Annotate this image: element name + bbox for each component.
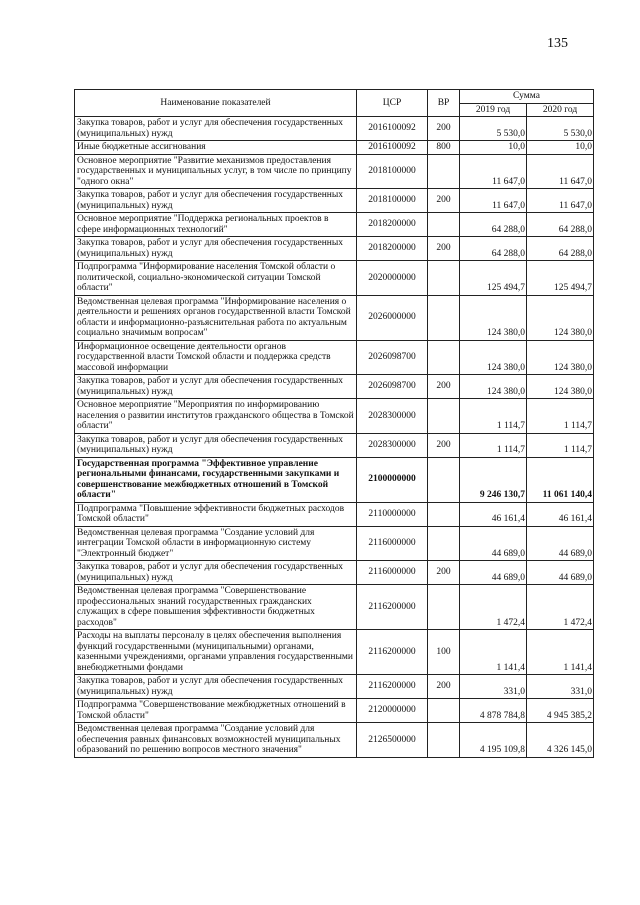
table-row — [75, 237, 594, 261]
row-vr — [428, 295, 460, 340]
row-value-2019: 1 114,7 — [460, 433, 527, 457]
budget-table — [74, 89, 594, 758]
row-value-2020: 124 380,0 — [527, 295, 594, 340]
row-name: Расходы на выплаты персоналу в целях обеспечения выполнения функций государственными (муниципальными) органами, казенными учреждениями, органами управления государственными внебюджетными фондами — [75, 630, 357, 675]
row-name: Закупка товаров, работ и услуг для обеспечения государственных (муниципальных) нужд — [75, 237, 357, 261]
row-value-2019: 125 494,7 — [460, 261, 527, 296]
row-csr: 2100000000 — [357, 457, 428, 502]
row-value-2019: 5 530,0 — [460, 117, 527, 141]
row-vr: 800 — [428, 141, 460, 155]
row-csr: 2016100092 — [357, 141, 428, 155]
row-name: Государственная программа "Эффективное управление региональными финансами, государственными закупками и совершенствование межбюджетных отношений в Томской области" — [75, 457, 357, 502]
row-value-2019: 124 380,0 — [460, 340, 527, 375]
row-csr: 2116200000 — [357, 675, 428, 699]
row-vr: 200 — [428, 117, 460, 141]
row-value-2020: 46 161,4 — [527, 502, 594, 526]
header-2020: 2020 год — [527, 103, 594, 117]
table-row — [75, 502, 594, 526]
row-vr: 200 — [428, 675, 460, 699]
row-name: Закупка товаров, работ и услуг для обеспечения государственных (муниципальных) нужд — [75, 433, 357, 457]
row-value-2019: 124 380,0 — [460, 295, 527, 340]
row-name: Закупка товаров, работ и услуг для обеспечения государственных (муниципальных) нужд — [75, 561, 357, 585]
row-csr: 2116200000 — [357, 585, 428, 630]
row-csr: 2028300000 — [357, 433, 428, 457]
row-name: Закупка товаров, работ и услуг для обеспечения государственных (муниципальных) нужд — [75, 675, 357, 699]
row-csr: 2018100000 — [357, 154, 428, 189]
row-csr: 2116200000 — [357, 630, 428, 675]
row-csr: 2026098700 — [357, 375, 428, 399]
row-value-2019: 64 288,0 — [460, 213, 527, 237]
row-name: Подпрограмма "Совершенствование межбюджетных отношений в Томской области" — [75, 699, 357, 723]
row-name: Ведомственная целевая программа "Создание условий для обеспечения равных финансовых возможностей муниципальных образований по решению вопросов местного значения" — [75, 723, 357, 758]
row-vr — [428, 526, 460, 561]
row-value-2019: 4 878 784,8 — [460, 699, 527, 723]
row-value-2020: 1 472,4 — [527, 585, 594, 630]
table-row — [75, 261, 594, 296]
row-value-2019: 4 195 109,8 — [460, 723, 527, 758]
row-value-2019: 44 689,0 — [460, 561, 527, 585]
table-row — [75, 699, 594, 723]
row-csr: 2026000000 — [357, 295, 428, 340]
table-row — [75, 340, 594, 375]
table-row — [75, 295, 594, 340]
row-value-2020: 1 141,4 — [527, 630, 594, 675]
row-name: Информационное освещение деятельности органов государственной власти Томской области и поддержка средств массовой информации — [75, 340, 357, 375]
header-vr: ВР — [428, 90, 460, 117]
row-value-2019: 124 380,0 — [460, 375, 527, 399]
row-vr — [428, 502, 460, 526]
table-row — [75, 141, 594, 155]
row-vr — [428, 213, 460, 237]
row-value-2019: 11 647,0 — [460, 189, 527, 213]
row-vr — [428, 154, 460, 189]
header-2019: 2019 год — [460, 103, 527, 117]
row-vr: 200 — [428, 561, 460, 585]
row-value-2019: 64 288,0 — [460, 237, 527, 261]
row-csr: 2026098700 — [357, 340, 428, 375]
row-name: Закупка товаров, работ и услуг для обеспечения государственных (муниципальных) нужд — [75, 189, 357, 213]
row-name: Закупка товаров, работ и услуг для обеспечения государственных (муниципальных) нужд — [75, 117, 357, 141]
row-name: Подпрограмма "Повышение эффективности бюджетных расходов Томской области" — [75, 502, 357, 526]
table-row — [75, 526, 594, 561]
row-value-2020: 64 288,0 — [527, 237, 594, 261]
row-value-2019: 11 647,0 — [460, 154, 527, 189]
row-value-2020: 11 647,0 — [527, 154, 594, 189]
row-vr — [428, 399, 460, 434]
row-value-2020: 124 380,0 — [527, 375, 594, 399]
table-row — [75, 630, 594, 675]
row-vr: 200 — [428, 237, 460, 261]
table-body — [75, 117, 594, 758]
row-value-2020: 4 326 145,0 — [527, 723, 594, 758]
table-row — [75, 375, 594, 399]
row-csr: 2018100000 — [357, 189, 428, 213]
table-row — [75, 189, 594, 213]
row-vr — [428, 723, 460, 758]
row-csr: 2110000000 — [357, 502, 428, 526]
table-row — [75, 561, 594, 585]
row-value-2020: 125 494,7 — [527, 261, 594, 296]
row-value-2019: 9 246 130,7 — [460, 457, 527, 502]
table-row — [75, 433, 594, 457]
row-vr — [428, 585, 460, 630]
row-name: Подпрограмма "Информирование населения Томской области о политической, социально-экономической ситуации Томской области" — [75, 261, 357, 296]
row-value-2020: 124 380,0 — [527, 340, 594, 375]
row-name: Иные бюджетные ассигнования — [75, 141, 357, 155]
row-vr — [428, 699, 460, 723]
row-csr: 2016100092 — [357, 117, 428, 141]
row-csr: 2028300000 — [357, 399, 428, 434]
row-value-2019: 1 114,7 — [460, 399, 527, 434]
row-value-2020: 4 945 385,2 — [527, 699, 594, 723]
table-row — [75, 213, 594, 237]
table-row — [75, 585, 594, 630]
row-value-2020: 11 061 140,4 — [527, 457, 594, 502]
row-value-2020: 11 647,0 — [527, 189, 594, 213]
table-row — [75, 723, 594, 758]
row-value-2020: 331,0 — [527, 675, 594, 699]
row-name: Ведомственная целевая программа "Создание условий для интеграции Томской области в информационную систему "Электронный бюджет" — [75, 526, 357, 561]
row-csr: 2126500000 — [357, 723, 428, 758]
row-vr: 100 — [428, 630, 460, 675]
row-vr: 200 — [428, 189, 460, 213]
row-vr: 200 — [428, 433, 460, 457]
row-value-2019: 44 689,0 — [460, 526, 527, 561]
row-value-2020: 64 288,0 — [527, 213, 594, 237]
page-number: 135 — [547, 36, 568, 51]
header-csr: ЦСР — [357, 90, 428, 117]
row-name: Ведомственная целевая программа "Информирование населения о деятельности и решениях органов государственной власти Томской области и информационно-разъяснительная работа по актуальным социально значимым вопросам" — [75, 295, 357, 340]
row-name: Закупка товаров, работ и услуг для обеспечения государственных (муниципальных) нужд — [75, 375, 357, 399]
row-csr: 2018200000 — [357, 237, 428, 261]
row-value-2020: 1 114,7 — [527, 399, 594, 434]
row-vr — [428, 340, 460, 375]
row-value-2019: 46 161,4 — [460, 502, 527, 526]
row-vr: 200 — [428, 375, 460, 399]
row-value-2020: 44 689,0 — [527, 561, 594, 585]
table-row — [75, 399, 594, 434]
row-csr: 2116000000 — [357, 561, 428, 585]
table-row — [75, 154, 594, 189]
row-csr: 2116000000 — [357, 526, 428, 561]
row-name: Основное мероприятие "Развитие механизмов предоставления государственных и муниципальных услуг, в том числе по принципу "одного окна" — [75, 154, 357, 189]
header-name: Наименование показателей — [75, 90, 357, 117]
row-value-2020: 5 530,0 — [527, 117, 594, 141]
row-name: Основное мероприятие "Мероприятия по информированию населения о развитии институтов гражданского общества в Томской области" — [75, 399, 357, 434]
row-vr — [428, 261, 460, 296]
row-value-2019: 10,0 — [460, 141, 527, 155]
table-row — [75, 675, 594, 699]
table-row — [75, 457, 594, 502]
row-csr: 2120000000 — [357, 699, 428, 723]
row-csr: 2018200000 — [357, 213, 428, 237]
row-value-2019: 1 472,4 — [460, 585, 527, 630]
row-name: Основное мероприятие "Поддержка региональных проектов в сфере информационных технологий" — [75, 213, 357, 237]
row-value-2020: 1 114,7 — [527, 433, 594, 457]
row-csr: 2020000000 — [357, 261, 428, 296]
row-value-2019: 331,0 — [460, 675, 527, 699]
row-value-2019: 1 141,4 — [460, 630, 527, 675]
header-row — [75, 90, 594, 104]
row-name: Ведомственная целевая программа "Совершенствование профессиональных знаний государственных гражданских служащих в сфере повышения эффективности бюджетных расходов" — [75, 585, 357, 630]
table-row — [75, 117, 594, 141]
row-value-2020: 44 689,0 — [527, 526, 594, 561]
header-sum: Сумма — [460, 90, 594, 104]
row-vr — [428, 457, 460, 502]
row-value-2020: 10,0 — [527, 141, 594, 155]
